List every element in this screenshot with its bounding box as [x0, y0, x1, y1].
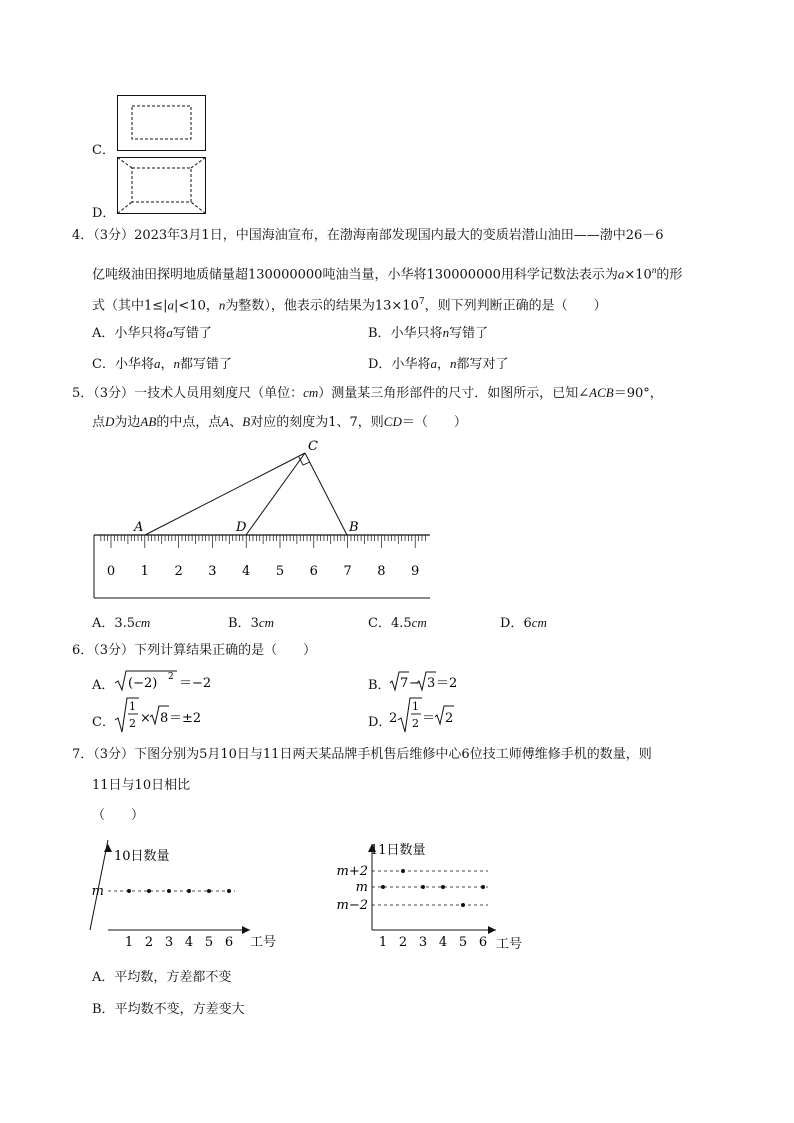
q4-option-c-sep: ， — [160, 357, 174, 372]
q6-d-numerator: 1 — [412, 700, 419, 713]
q6-option-b-label: B． — [368, 678, 391, 693]
option-d-figure — [117, 157, 207, 215]
ruler-tick-label: 0 — [106, 564, 116, 579]
q5-text-2d: 、 — [229, 415, 243, 430]
chart1-y-tick-label: m — [91, 884, 104, 899]
q5-option-a-unit: cm — [135, 615, 151, 630]
q5-option-a-label: A． — [92, 616, 115, 631]
ruler-triangle-figure — [90, 436, 435, 606]
q4-option-d-var2: n — [449, 356, 457, 371]
q5-var-b: B — [242, 414, 251, 429]
q4-text-3b: |<10， — [174, 298, 219, 314]
chart1-point — [207, 889, 211, 893]
q5-option-d-label: D． — [500, 616, 524, 631]
chart2-x-tick-label: 1 — [378, 935, 388, 950]
q4-option-c-var2: n — [173, 356, 180, 371]
chart-day10 — [90, 840, 290, 955]
q6-c-numerator: 1 — [129, 700, 136, 713]
chart1-x-tick-label: 4 — [184, 935, 194, 950]
q4-text-2a: 亿吨级油田探明地质储量超130000000吨油当量，小华将130000000用科学记数法表示为 — [92, 267, 618, 283]
q4-option-b-label: B． — [368, 326, 391, 341]
q6-option-c[interactable] — [113, 696, 213, 736]
q4-line-2 — [92, 262, 682, 283]
q6-a-square: 2 — [168, 672, 174, 682]
chart2-point — [401, 869, 405, 873]
q4-exp-7: 7 — [418, 297, 425, 307]
q6-b-minus: − — [409, 676, 420, 691]
q5-text-2a: 点 — [92, 415, 106, 430]
q5-option-d[interactable] — [500, 612, 547, 631]
q7-text-1: 下图分别为5月10日与11日两天某品牌手机售后维修中心6位技工师傅维修手机的数量，则 — [134, 747, 652, 762]
triangle-side-cb — [305, 453, 347, 535]
q5-number: 5． — [72, 386, 94, 401]
triangle-side-ac — [145, 453, 305, 535]
q6-d-denominator: 2 — [412, 717, 419, 730]
chart1-point — [167, 889, 171, 893]
q5-var-ab: AB — [140, 414, 157, 429]
q4-option-d-label: D． — [368, 357, 392, 372]
chart1-x-ticks — [125, 935, 233, 950]
q4-option-c-pre: 小华将 — [114, 357, 154, 372]
q4-exp-n: n — [651, 265, 657, 275]
q7-line-2: 11日与10日相比 — [92, 778, 191, 793]
q4-option-d-var1: a — [430, 356, 437, 371]
chart1-point — [187, 889, 191, 893]
chart2-y-ticks — [337, 864, 489, 913]
q7-option-b[interactable] — [92, 998, 245, 1017]
q4-text-1: 2023年3月1日，中国海油宣布，在渤海南部发现国内最大的变质岩潜山油田——渤中26－6 — [134, 228, 664, 243]
q4-var-n: n — [218, 297, 226, 313]
q5-angle: ACB — [589, 385, 614, 400]
q6-c-times: × — [140, 711, 151, 726]
ruler-tick-label: 5 — [275, 564, 285, 579]
label-c: C — [308, 439, 318, 454]
chart1-points — [127, 889, 231, 893]
q7-option-a-text: 平均数，方差都不变 — [114, 970, 232, 985]
q6-option-d-label: D． — [368, 715, 392, 730]
q5-option-b-value: 3 — [250, 616, 259, 631]
q4-text-3c: 为整数），他表示的结果为13×10 — [225, 298, 419, 314]
q5-option-c-value: 4.5 — [390, 616, 412, 631]
label-b: B — [349, 520, 359, 535]
chart1-xlabel: 工号 — [250, 935, 277, 950]
q7-option-b-text: 平均数不变，方差变大 — [114, 1002, 245, 1017]
q4-number: 4． — [72, 228, 94, 243]
q5-option-d-value: 6 — [523, 616, 532, 631]
q5-unit: cm — [303, 385, 319, 400]
q4-option-c-post: 都写错了 — [179, 357, 232, 372]
chart-day11 — [326, 836, 541, 956]
chart1-y-ticks — [92, 884, 235, 899]
q6-number: 6． — [72, 643, 94, 658]
q4-option-b-post: 写错了 — [449, 326, 489, 341]
q4-option-c-label: C． — [92, 357, 115, 372]
q4-text-2b: 的形 — [656, 267, 683, 283]
ruler-tick-label: 8 — [377, 564, 386, 579]
q5-option-d-unit: cm — [531, 615, 547, 630]
ruler-tick-label: 9 — [411, 564, 420, 579]
label-d: D — [236, 520, 247, 535]
q4-option-b[interactable] — [368, 322, 488, 341]
q4-option-a-var: a — [166, 325, 173, 340]
ruler-tick-label: 2 — [174, 564, 183, 579]
chart1-point — [127, 889, 131, 893]
q4-option-c-var1: a — [153, 356, 161, 371]
q6-c-radicand: 8 — [160, 711, 169, 726]
q7-line-1 — [72, 747, 652, 763]
chart2-points — [381, 869, 485, 907]
ruler-tick-label: 7 — [343, 564, 352, 579]
label-a: A — [134, 520, 144, 535]
q4-option-a-pre: 小华只将 — [114, 326, 167, 341]
q4-var-a: a — [617, 266, 625, 282]
q6-b-radicand-2: 3 — [427, 676, 436, 691]
q5-var-d: D — [105, 414, 115, 429]
q6-option-d[interactable] — [389, 696, 479, 736]
q6-option-c-label: C． — [92, 715, 115, 730]
q4-score: （3分） — [93, 228, 135, 243]
chart1-point — [227, 889, 231, 893]
q5-option-b[interactable] — [228, 612, 274, 631]
q6-option-a-label: A． — [92, 678, 115, 693]
ruler-ticks — [101, 535, 425, 548]
q6-a-rhs: ＝−2 — [179, 676, 212, 691]
q4-option-d-sep: ， — [436, 357, 450, 372]
q5-line-1 — [72, 385, 663, 402]
q6-c-rhs: ＝±2 — [169, 711, 202, 726]
q4-option-d[interactable] — [368, 353, 508, 372]
q5-option-a[interactable] — [92, 612, 150, 631]
chart2-point — [461, 903, 465, 907]
q6-b-rhs: ＝2 — [436, 676, 458, 691]
chart2-x-tick-label: 2 — [398, 935, 408, 950]
chart2-x-tick-label: 6 — [478, 935, 488, 950]
q6-score: （3分） — [93, 643, 135, 658]
chart2-point — [441, 885, 445, 889]
option-d-label: D． — [92, 206, 116, 221]
q5-option-b-unit: cm — [258, 615, 275, 630]
chart1-x-tick-label: 3 — [164, 935, 174, 950]
q4-times-ten: ×10 — [624, 267, 652, 283]
chart2-x-ticks — [379, 935, 487, 950]
q4-line-3 — [92, 294, 607, 314]
ruler-labels — [107, 564, 419, 579]
q5-score: （3分） — [93, 386, 135, 401]
chart2-x-tick-label: 5 — [458, 935, 468, 950]
q7-option-a[interactable] — [92, 966, 231, 985]
q7-score: （3分） — [93, 747, 135, 762]
q7-option-b-label: B． — [92, 1002, 115, 1017]
q5-option-c-unit: cm — [411, 615, 427, 630]
q4-option-d-post: 都写对了 — [456, 357, 509, 372]
q5-option-c-label: C． — [368, 616, 391, 631]
q5-option-a-value: 3.5 — [114, 616, 136, 631]
chart1-x-tick-label: 1 — [124, 935, 134, 950]
option-c-label: C． — [92, 143, 115, 158]
chart2-xlabel: 工号 — [496, 937, 523, 952]
q5-text-2c: 的中点，点 — [156, 415, 222, 430]
q5-text-1c: ＝90°， — [613, 386, 663, 401]
q5-text-1a: 一技术人员用刻度尺（单位： — [134, 386, 304, 401]
q6-option-a[interactable] — [113, 668, 213, 694]
q5-text-1b: ）测量某三角形部件的尺寸．如图所示，已知∠ — [318, 386, 590, 401]
triangle-median-cd — [246, 453, 305, 535]
q7-option-a-label: A． — [92, 970, 115, 985]
q5-text-2e: 对应的刻度为1、7，则 — [250, 415, 384, 430]
chart1-ylabel: 10日数量 — [114, 849, 170, 864]
q5-var-cd: CD — [383, 414, 402, 429]
q5-text-2b: 为边 — [114, 415, 141, 430]
option-c-figure — [117, 95, 207, 151]
q6-d-radicand: 2 — [445, 711, 454, 726]
chart2-point — [421, 885, 425, 889]
ruler-tick-label: 6 — [309, 564, 318, 579]
chart1-x-tick-label: 6 — [224, 935, 234, 950]
q4-text-3a: 式（其中1≤| — [92, 298, 168, 314]
chart1-y-arrow — [104, 844, 112, 852]
chart2-y-tick-label: m+2 — [336, 864, 368, 879]
chart2-point — [381, 885, 385, 889]
q6-option-b[interactable] — [389, 668, 479, 694]
chart2-ylabel: 11日数量 — [370, 843, 426, 858]
q4-line-1 — [72, 228, 664, 244]
q6-b-radicand-1: 7 — [400, 676, 409, 691]
q4-option-b-pre: 小华只将 — [390, 326, 443, 341]
q4-option-b-var: n — [442, 325, 450, 340]
q7-number: 7． — [72, 747, 94, 762]
q6-c-denominator: 2 — [129, 717, 136, 730]
q6-text: 下列计算结果正确的是（ ） — [134, 643, 317, 658]
q7-line-3: （ ） — [92, 808, 145, 823]
q6-a-inner: (−2) — [128, 676, 158, 691]
q6-line-1 — [72, 643, 316, 659]
q5-option-c[interactable] — [368, 612, 427, 631]
q5-text-2f: ＝（ ） — [401, 415, 467, 430]
q4-option-a[interactable] — [92, 322, 212, 341]
q4-text-3d: ，则下列判断正确的是（ ） — [424, 298, 607, 314]
q5-option-b-label: B． — [228, 616, 251, 631]
ruler-tick-label: 3 — [208, 564, 217, 579]
chart2-x-tick-label: 3 — [418, 935, 428, 950]
q4-option-c[interactable] — [92, 353, 232, 372]
q6-d-coefficient: 2 — [389, 711, 398, 726]
q4-option-d-pre: 小华将 — [391, 357, 431, 372]
chart1-x-tick-label: 2 — [144, 935, 154, 950]
q6-d-equals: ＝ — [422, 711, 436, 726]
ruler-tick-label: 1 — [140, 564, 149, 579]
chart2-x-tick-label: 4 — [438, 935, 448, 950]
q4-option-a-label: A． — [92, 326, 115, 341]
ruler-tick-label: 4 — [242, 564, 251, 579]
q5-var-a: A — [221, 414, 230, 429]
chart1-x-tick-label: 5 — [204, 935, 214, 950]
chart2-y-tick-label: m−2 — [336, 898, 368, 913]
chart2-point — [481, 885, 485, 889]
q4-option-a-post: 写错了 — [172, 326, 212, 341]
q4-var-a-2: a — [167, 297, 175, 313]
chart1-x-arrow — [242, 926, 250, 934]
q5-line-2 — [92, 414, 467, 431]
chart1-point — [147, 889, 151, 893]
chart2-x-arrow — [488, 926, 496, 934]
chart2-y-tick-label: m — [355, 880, 368, 895]
